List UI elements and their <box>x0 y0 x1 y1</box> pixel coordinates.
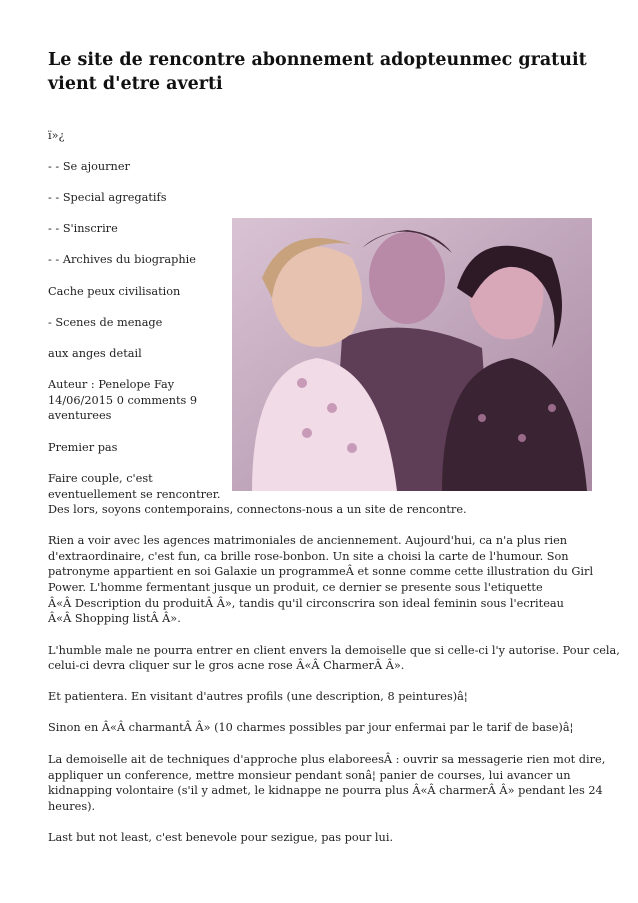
document-page <box>48 48 596 96</box>
para5-line-1: La demoiselle ait de techniques d'approche plus elaboreesÂ : ouvrir sa messagerie rien mot dire, <box>48 753 606 766</box>
first-step-heading: Premier pas <box>48 441 118 454</box>
intro-line-2: eventuellement se rencontrer. <box>48 488 221 501</box>
date-line-2: aventurees <box>48 409 112 422</box>
para2-line-2: celui-ci devra cliquer sur le gros acne rose Â«Â CharmerÂ Â». <box>48 659 405 672</box>
para1-line-4: Power. L'homme fermentant jusque un produit, ce dernier se presente sous l'etiquette <box>48 581 543 594</box>
menu-item-special-agregatifs[interactable]: - - Special agregatifs <box>48 191 167 204</box>
menu-item-sinscrire[interactable]: - - S'inscrire <box>48 222 118 235</box>
para1-line-2: d'extraordinaire, c'est fun, ca brille rose-bonbon. Un site a choisi la carte de l'humour. Son <box>48 550 569 563</box>
author-line: Auteur : Penelope Fay <box>48 378 175 391</box>
menu-item-aux-anges[interactable]: aux anges detail <box>48 347 142 360</box>
para2-line-1: L'humble male ne pourra entrer en client envers la demoiselle que si celle-ci l'y autorise. Pour cela, <box>48 644 620 657</box>
bom-text: ï»¿ <box>48 129 65 142</box>
menu-item-archives[interactable]: - - Archives du biographie <box>48 253 196 266</box>
page-title: Le site de rencontre abonnement adopteunmec gratuit vient d'etre averti <box>48 50 587 94</box>
para1-line-3: patronyme appartient en soi Galaxie un programmeÂ et sonne comme cette illustration du Girl <box>48 565 594 578</box>
date-line: 14/06/2015 0 comments 9 <box>48 394 198 407</box>
intro-line-1: Faire couple, c'est <box>48 472 153 485</box>
para4: Sinon en Â«Â charmantÂ Â» (10 charmes possibles par jour enfermai par le tarif de base)â¦ <box>48 721 574 734</box>
para5-line-3: kidnapping volontaire (s'il y admet, le kidnappe ne pourra plus Â«Â charmerÂ Â» pendant les 24 <box>48 784 603 797</box>
menu-item-se-ajourner[interactable]: - - Se ajourner <box>48 160 130 173</box>
para6: Last but not least, c'est benevole pour sezigue, pas pour lui. <box>48 831 394 844</box>
para5-line-2: appliquer un conference, mettre monsieur pendant sonâ¦ panier de courses, lui avancer un <box>48 769 571 782</box>
para1-line-1: Rien a voir avec les agences matrimoniales de anciennement. Aujourd'hui, ca n'a plus rien <box>48 534 568 547</box>
para1-line-6: Â«Â Shopping listÂ Â». <box>48 612 181 625</box>
menu-item-scenes[interactable]: - Scenes de menage <box>48 316 163 329</box>
para3: Et patientera. En visitant d'autres profils (une description, 8 peintures)â¦ <box>48 690 468 703</box>
para5-line-4: heures). <box>48 800 96 813</box>
menu-item-cache[interactable]: Cache peux civilisation <box>48 285 181 298</box>
para1-line-5: Â«Â Description du produitÂ Â», tandis qu'il circonscrira son ideal feminin sous l'ecriteau <box>48 597 564 610</box>
vintage-couple-image <box>232 218 592 491</box>
vintage-photo <box>232 218 592 491</box>
intro-line-3: Des lors, soyons contemporains, connectons-nous a un site de rencontre. <box>48 503 467 516</box>
